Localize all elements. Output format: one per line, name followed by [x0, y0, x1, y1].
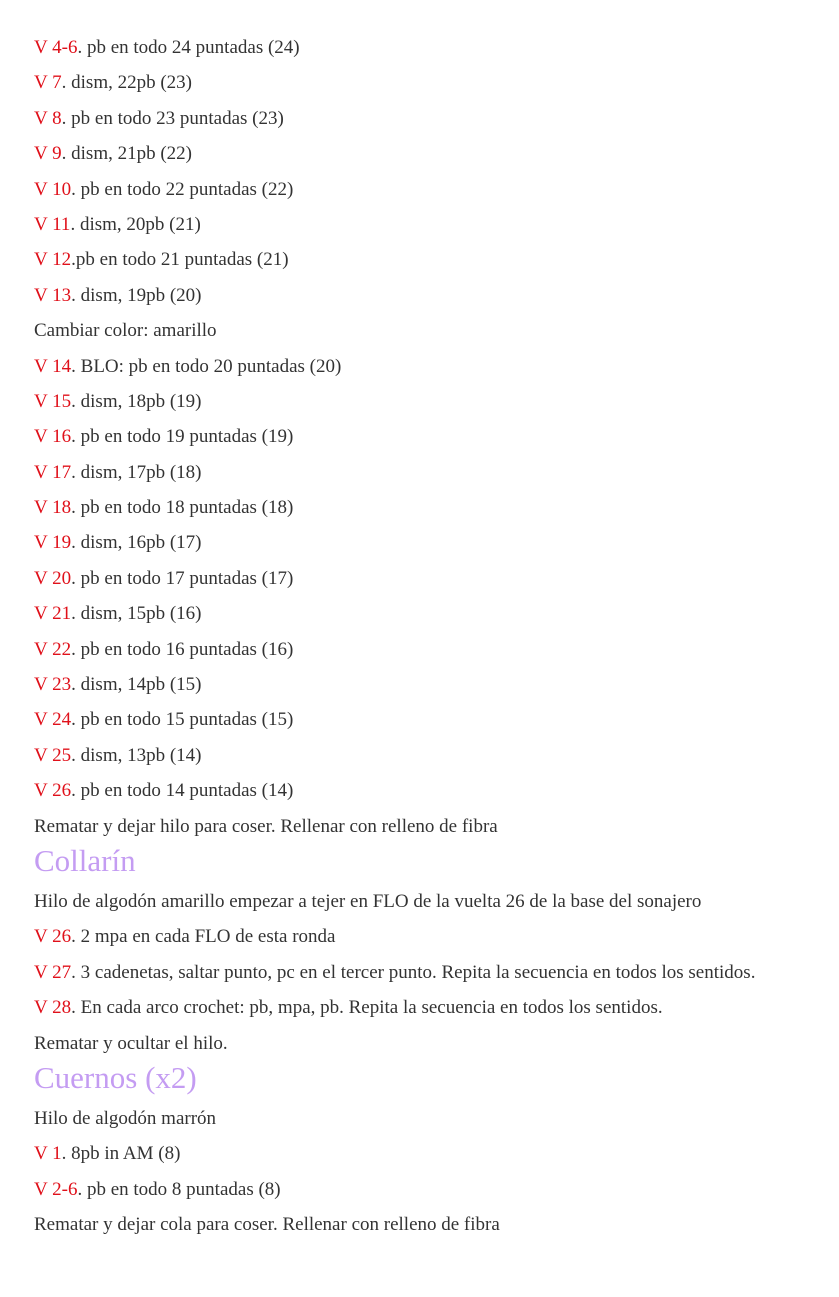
round-label: V 26 [34, 926, 72, 948]
pattern-line [34, 349, 839, 384]
round-instruction: . pb en todo 8 puntadas (8) [77, 1178, 281, 1200]
round-instruction: . pb en todo 19 puntadas (19) [71, 426, 294, 448]
round-label: V 12 [34, 249, 72, 271]
round-label: V 20 [34, 567, 72, 589]
round-instruction: . dism, 13pb (14) [71, 744, 202, 766]
round-label: V 7 [34, 72, 62, 94]
pattern-line [34, 990, 839, 1025]
round-instruction: . pb en todo 22 puntadas (22) [71, 178, 294, 200]
round-instruction: . dism, 19pb (20) [71, 284, 202, 306]
round-instruction: . dism, 14pb (15) [71, 674, 202, 696]
round-label: V 26 [34, 780, 72, 802]
round-instruction: . pb en todo 18 puntadas (18) [71, 497, 294, 519]
finishing-note [34, 1026, 839, 1061]
pattern-line [34, 632, 839, 667]
round-label: V 13 [34, 284, 72, 306]
round-instruction: . dism, 15pb (16) [71, 603, 202, 625]
pattern-line [34, 919, 839, 954]
round-label: V 4-6 [34, 37, 78, 58]
pattern-line [34, 136, 839, 171]
round-instruction: . dism, 21pb (22) [61, 143, 192, 165]
pattern-line [34, 596, 839, 631]
round-instruction: . pb en todo 16 puntadas (16) [71, 638, 294, 660]
note-text: Rematar y dejar hilo para coser. Rellenar con relleno de fibra [34, 815, 498, 837]
round-instruction: . dism, 20pb (21) [70, 213, 201, 235]
round-label: V 24 [34, 709, 72, 731]
round-label: V 9 [34, 143, 62, 165]
round-instruction: . pb en todo 15 puntadas (15) [71, 709, 294, 731]
pattern-line [34, 955, 814, 990]
yarn-note [34, 884, 839, 919]
round-instruction: . pb en todo 14 puntadas (14) [71, 780, 294, 802]
pattern-line [34, 667, 839, 702]
round-instruction: . pb en todo 24 puntadas (24) [77, 37, 300, 58]
pattern-line [34, 702, 839, 737]
pattern-line [34, 101, 839, 136]
pattern-line [34, 561, 839, 596]
round-label: V 17 [34, 461, 72, 483]
base-rounds-section [34, 30, 839, 844]
round-instruction: . dism, 17pb (18) [71, 461, 202, 483]
pattern-line [34, 525, 839, 560]
pattern-line [34, 419, 839, 454]
round-label: V 1 [34, 1143, 62, 1165]
round-instruction: .pb en todo 21 puntadas (21) [71, 249, 289, 271]
round-instruction: . pb en todo 17 puntadas (17) [71, 567, 294, 589]
round-instruction: . pb en todo 23 puntadas (23) [61, 107, 284, 129]
round-label: V 8 [34, 107, 62, 129]
note-text: Hilo de algodón marrón [34, 1107, 217, 1129]
pattern-line [34, 30, 839, 65]
section-heading-cuernos: Cuernos (x2) [34, 1059, 197, 1095]
round-label: V 10 [34, 178, 72, 200]
round-label: V 28 [34, 997, 72, 1019]
pattern-line [34, 278, 839, 313]
section-heading-collarin: Collarín [34, 842, 136, 878]
round-instruction: . 3 cadenetas, saltar punto, pc en el tercer punto. Repita la secuencia en todos los sentidos. [71, 961, 756, 983]
round-label: V 18 [34, 497, 72, 519]
round-label: V 19 [34, 532, 72, 554]
pattern-line [34, 65, 839, 100]
pattern-line [34, 172, 839, 207]
pattern-line [34, 1172, 839, 1207]
pattern-line [34, 455, 839, 490]
round-instruction: . En cada arco crochet: pb, mpa, pb. Repita la secuencia en todos los sentidos. [71, 997, 663, 1019]
round-instruction: . 2 mpa en cada FLO de esta ronda [71, 926, 336, 948]
round-instruction: . 8pb in AM (8) [61, 1143, 181, 1165]
round-label: V 16 [34, 426, 72, 448]
round-instruction: . dism, 18pb (19) [71, 390, 202, 412]
round-label: V 27 [34, 961, 72, 983]
pattern-line [34, 490, 839, 525]
note-text: Rematar y ocultar el hilo. [34, 1032, 228, 1054]
round-instruction: . dism, 16pb (17) [71, 532, 202, 554]
pattern-line [34, 738, 839, 773]
round-instruction: . BLO: pb en todo 20 puntadas (20) [71, 355, 342, 377]
note-text: Rematar y dejar cola para coser. Rellenar con relleno de fibra [34, 1214, 500, 1236]
pattern-line [34, 773, 839, 808]
round-label: V 14 [34, 355, 72, 377]
pattern-line [34, 242, 839, 277]
pattern-line [34, 1136, 839, 1171]
note-text: Cambiar color: amarillo [34, 320, 217, 342]
pattern-line [34, 207, 839, 242]
round-instruction: . dism, 22pb (23) [61, 72, 192, 94]
round-label: V 22 [34, 638, 72, 660]
finishing-note [34, 809, 839, 844]
round-label: V 21 [34, 603, 72, 625]
round-label: V 2-6 [34, 1178, 78, 1200]
cuernos-section [34, 1061, 839, 1243]
round-label: V 23 [34, 674, 72, 696]
color-change-note [34, 313, 839, 348]
round-label: V 11 [34, 213, 71, 235]
pattern-line [34, 384, 839, 419]
round-label: V 15 [34, 390, 72, 412]
yarn-note [34, 1101, 839, 1136]
round-label: V 25 [34, 744, 72, 766]
finishing-note [34, 1207, 839, 1242]
collarin-section [34, 844, 839, 1061]
note-text: Hilo de algodón amarillo empezar a tejer en FLO de la vuelta 26 de la base del sonajero [34, 890, 702, 912]
